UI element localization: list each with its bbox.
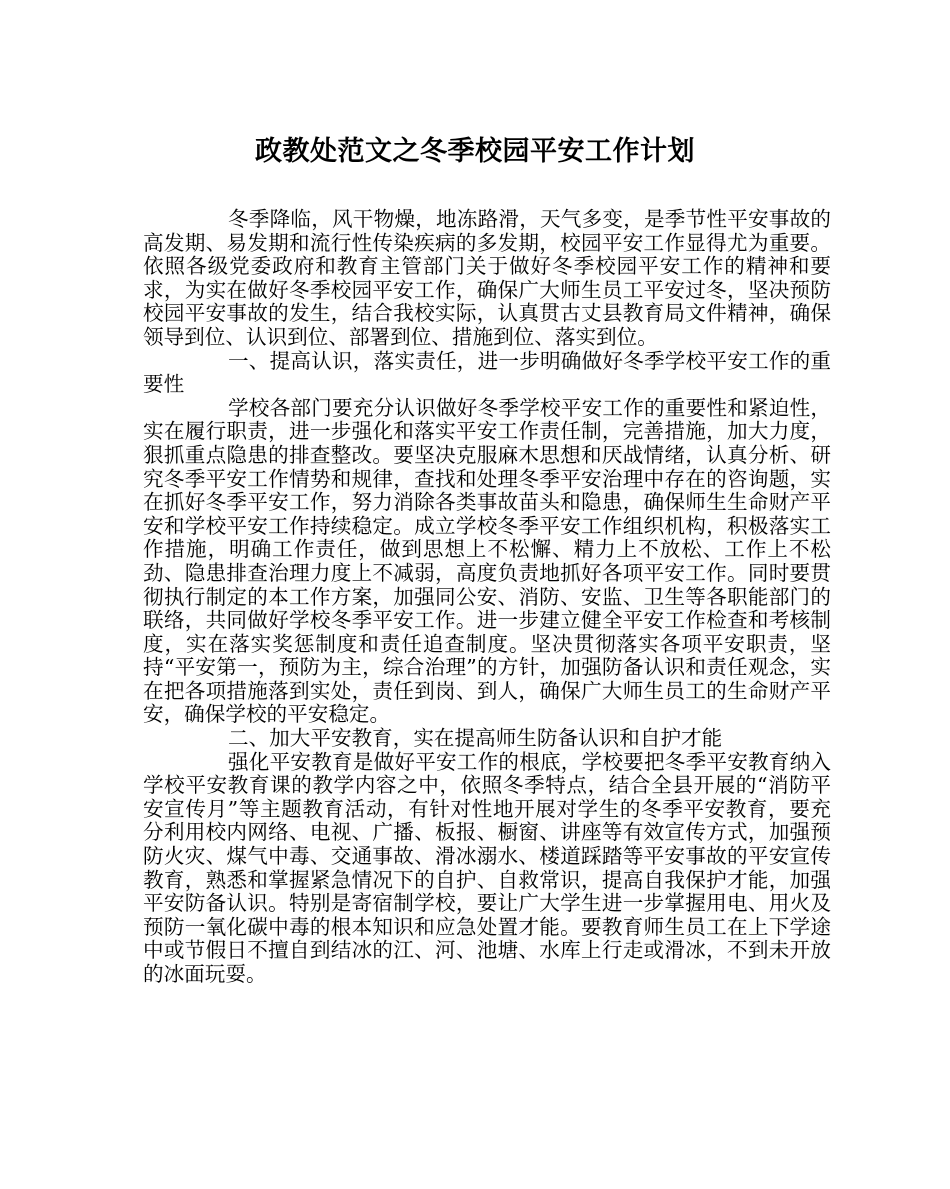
- document-title: 政教处范文之冬季校园平安工作计划: [255, 136, 695, 167]
- paragraph-section-1: 学校各部门要充分认识做好冬季学校平安工作的重要性和紧迫性，实在履行职责，进一步强化和落实平安工作责任制，完善措施，加大力度，狠抓重点隐患的排查整改。要坚决克服麻木思想和厌战情绪，认真分析、研究冬季平安工作情势和规律，查找和处理冬季平安治理中存在的咨询题，实在抓好冬季平安工作，努力消除各类事故苗头和隐患，确保师生生命财产平安和学校平安工作持续稳定。成立学校冬季平安工作组织机构，积极落实工作措施，明确工作责任，做到思想上不松懈、精力上不放松、工作上不松劲、隐患排查治理力度上不减弱，高度负责地抓好各项平安工作。同时要贯彻执行制定的本工作方案，加强同公安、消防、安监、卫生等各职能部门的联络，共同做好学校冬季平安工作。进一步建立健全平安工作检查和考核制度，实在落实奖惩制度和责任追查制度。坚决贯彻落实各项平安职责，坚持“平安第一，预防为主，综合治理”的方针，加强防备认识和责任观念，实在把各项措施落到实处，责任到岗、到人，确保广大师生员工的生命财产平安，确保学校的平安稳定。: [143, 395, 831, 727]
- document-body: [143, 208, 831, 987]
- paragraph-intro: 冬季降临，风干物燥，地冻路滑，天气多变，是季节性平安事故的高发期、易发期和流行性传染疾病的多发期，校园平安工作显得尤为重要。依照各级党委政府和教育主管部门关于做好冬季校园平安工作的精神和要求，为实在做好冬季校园平安工作，确保广大师生员工平安过冬，坚决预防校园平安事故的发生，结合我校实际，认真贯古丈县教育局文件精神，确保领导到位、认识到位、部署到位、措施到位、落实到位。: [143, 207, 831, 349]
- section-heading-1: 一、提高认识，落实责任，进一步明确做好冬季学校平安工作的重要性: [143, 348, 831, 397]
- section-heading-2: 二、加大平安教育，实在提高师生防备认识和自护才能: [228, 726, 723, 751]
- paragraph-section-2: 强化平安教育是做好平安工作的根底，学校要把冬季平安教育纳入学校平安教育课的教学内容之中，依照冬季特点，结合全县开展的“消防平安宣传月”等主题教育活动，有针对性地开展对学生的冬季平安教育，要充分利用校内网络、电视、广播、板报、橱窗、讲座等有效宣传方式，加强预防火灾、煤气中毒、交通事故、滑冰溺水、楼道踩踏等平安事故的平安宣传教育，熟悉和掌握紧急情况下的自护、自救常识，提高自我保护才能，加强平安防备认识。特别是寄宿制学校，要让广大学生进一步掌握用电、用火及预防一氧化碳中毒的根本知识和应急处置才能。要教育师生员工在上下学途中或节假日不擅自到结冰的江、河、池塘、水库上行走或滑冰，不到未开放的冰面玩耍。: [143, 749, 831, 986]
